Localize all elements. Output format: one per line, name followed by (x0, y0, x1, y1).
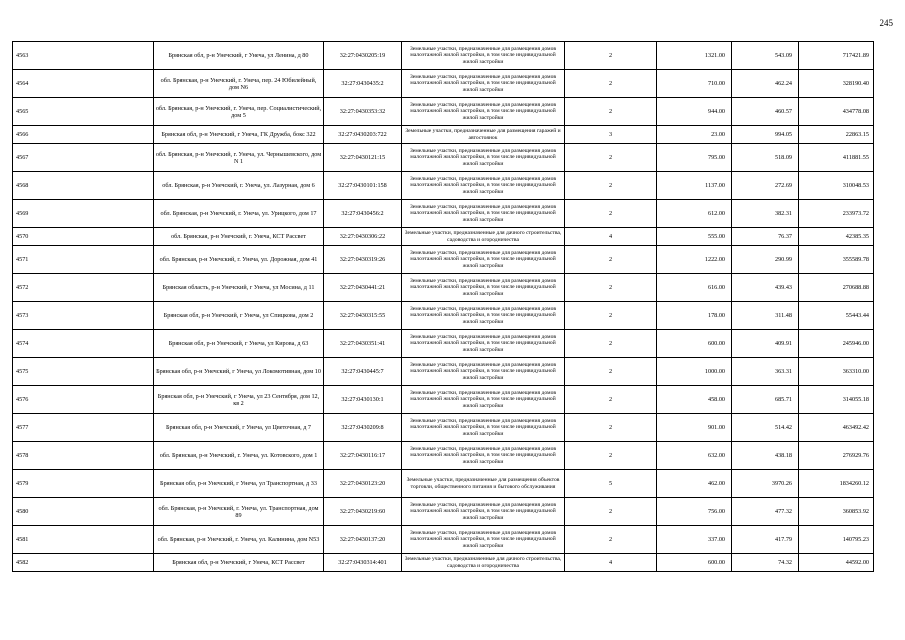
use-group-cell: 2 (565, 330, 657, 358)
row-number-cell: 4568 (13, 172, 154, 200)
table-row (13, 42, 874, 70)
area-cell: 337.00 (657, 526, 732, 554)
cadastral-number-cell: 32:27:0430121:15 (324, 144, 402, 172)
address-cell: обл. Брянская, р-н Унечский, г. Унеча, ул. Котовского, дом 1 (154, 442, 324, 470)
table-row (13, 70, 874, 98)
specific-value-cell: 76.37 (732, 228, 799, 246)
land-use-cell: Земельные участки, предназначенные для размещения гаражей и автостоянок (402, 126, 565, 144)
cadastral-number-cell: 32:27:0430351:41 (324, 330, 402, 358)
use-group-cell: 3 (565, 126, 657, 144)
land-use-cell: Земельные участки, предназначенные для дачного строительства, садоводства и огородничества (402, 554, 565, 572)
land-use-cell: Земельные участки, предназначенные для размещения домов малоэтажной жилой застройки, в том числе индивидуальной жилой застройки (402, 98, 565, 126)
use-group-cell: 2 (565, 302, 657, 330)
table-row (13, 172, 874, 200)
cadastral-value-cell: 276929.76 (799, 442, 874, 470)
table-row (13, 470, 874, 498)
specific-value-cell: 272.69 (732, 172, 799, 200)
area-cell: 710.00 (657, 70, 732, 98)
cadastral-number-cell: 32:27:0430445:7 (324, 358, 402, 386)
use-group-cell: 4 (565, 228, 657, 246)
cadastral-value-cell: 363310.00 (799, 358, 874, 386)
area-cell: 944.00 (657, 98, 732, 126)
row-number-cell: 4577 (13, 414, 154, 442)
row-number-cell: 4567 (13, 144, 154, 172)
specific-value-cell: 994.05 (732, 126, 799, 144)
land-use-cell: Земельные участки, предназначенные для размещения домов малоэтажной жилой застройки, в том числе индивидуальной жилой застройки (402, 442, 565, 470)
use-group-cell: 2 (565, 144, 657, 172)
cadastral-number-cell: 32:27:0430123:20 (324, 470, 402, 498)
cadastral-value-cell: 245946.00 (799, 330, 874, 358)
table-row (13, 442, 874, 470)
row-number-cell: 4580 (13, 498, 154, 526)
land-use-cell: Земельные участки, предназначенные для размещения домов малоэтажной жилой застройки, в том числе индивидуальной жилой застройки (402, 200, 565, 228)
use-group-cell: 2 (565, 358, 657, 386)
use-group-cell: 2 (565, 498, 657, 526)
specific-value-cell: 518.09 (732, 144, 799, 172)
cadastral-number-cell: 32:27:0430203:722 (324, 126, 402, 144)
row-number-cell: 4572 (13, 274, 154, 302)
address-cell: обл. Брянская, р-н Унечский, г. Унеча, пер. 24 Юбилейный, дом N6 (154, 70, 324, 98)
specific-value-cell: 477.32 (732, 498, 799, 526)
area-cell: 1000.00 (657, 358, 732, 386)
cadastral-value-cell: 717421.89 (799, 42, 874, 70)
table-row (13, 526, 874, 554)
table-row (13, 554, 874, 572)
table-row (13, 144, 874, 172)
row-number-cell: 4575 (13, 358, 154, 386)
cadastral-number-cell: 32:27:0430319:26 (324, 246, 402, 274)
cadastral-value-cell: 270688.88 (799, 274, 874, 302)
address-cell: Брянская обл, р-н Унечский, г Унеча, КСТ Рассвет (154, 554, 324, 572)
row-number-cell: 4570 (13, 228, 154, 246)
table-row (13, 200, 874, 228)
area-cell: 1321.00 (657, 42, 732, 70)
use-group-cell: 2 (565, 70, 657, 98)
row-number-cell: 4579 (13, 470, 154, 498)
specific-value-cell: 290.99 (732, 246, 799, 274)
cadastral-number-cell: 32:27:0430116:17 (324, 442, 402, 470)
specific-value-cell: 382.31 (732, 200, 799, 228)
use-group-cell: 2 (565, 98, 657, 126)
page-number: 245 (879, 18, 893, 28)
address-cell: обл. Брянская, р-н Унечский, г. Унеча, ул. Дорожная, дом 41 (154, 246, 324, 274)
area-cell: 600.00 (657, 554, 732, 572)
land-use-cell: Земельные участки, предназначенные для размещения домов малоэтажной жилой застройки, в том числе индивидуальной жилой застройки (402, 358, 565, 386)
cadastral-number-cell: 32:27:0430205:19 (324, 42, 402, 70)
table-row (13, 302, 874, 330)
cadastral-value-cell: 411881.55 (799, 144, 874, 172)
cadastral-number-cell: 32:27:0430314:401 (324, 554, 402, 572)
row-number-cell: 4569 (13, 200, 154, 228)
cadastral-number-cell: 32:27:0430209:8 (324, 414, 402, 442)
cadastral-value-cell: 310048.53 (799, 172, 874, 200)
row-number-cell: 4563 (13, 42, 154, 70)
cadastral-number-cell: 32:27:0430441:21 (324, 274, 402, 302)
cadastral-number-cell: 32:27:0430101:158 (324, 172, 402, 200)
area-cell: 458.00 (657, 386, 732, 414)
area-cell: 901.00 (657, 414, 732, 442)
cadastral-number-cell: 32:27:0430137:20 (324, 526, 402, 554)
row-number-cell: 4578 (13, 442, 154, 470)
address-cell: Брянская обл, р-н Унечский, г Унеча, ул Локомотивная, дом 10 (154, 358, 324, 386)
row-number-cell: 4573 (13, 302, 154, 330)
use-group-cell: 4 (565, 554, 657, 572)
cadastral-number-cell: 32:27:0430456:2 (324, 200, 402, 228)
address-cell: Брянская обл, р-н Унечский, г Унеча, ул Транспортная, д 33 (154, 470, 324, 498)
land-use-cell: Земельные участки, предназначенные для размещения домов малоэтажной жилой застройки, в том числе индивидуальной жилой застройки (402, 498, 565, 526)
table-row (13, 98, 874, 126)
area-cell: 23.00 (657, 126, 732, 144)
use-group-cell: 2 (565, 414, 657, 442)
table-row (13, 414, 874, 442)
cadastral-value-cell: 44592.00 (799, 554, 874, 572)
row-number-cell: 4574 (13, 330, 154, 358)
specific-value-cell: 460.57 (732, 98, 799, 126)
use-group-cell: 2 (565, 246, 657, 274)
specific-value-cell: 685.71 (732, 386, 799, 414)
land-use-cell: Земельные участки, предназначенные для размещения домов малоэтажной жилой застройки, в том числе индивидуальной жилой застройки (402, 302, 565, 330)
address-cell: обл. Брянская, р-н Унечский, г. Унеча, ул. Урицкого, дом 17 (154, 200, 324, 228)
address-cell: Брянская обл, р-н Унечский, г Унеча, ул Спицкова, дом 2 (154, 302, 324, 330)
specific-value-cell: 462.24 (732, 70, 799, 98)
table-row (13, 498, 874, 526)
cadastral-number-cell: 32:27:0430353:32 (324, 98, 402, 126)
area-cell: 612.00 (657, 200, 732, 228)
cadastral-value-cell: 55443.44 (799, 302, 874, 330)
address-cell: обл. Брянская, р-н Унечский, г. Унеча, ул. Чернышевского, дом N 1 (154, 144, 324, 172)
specific-value-cell: 363.31 (732, 358, 799, 386)
cadastral-value-cell: 314055.18 (799, 386, 874, 414)
table-row (13, 228, 874, 246)
cadastral-value-cell: 328190.40 (799, 70, 874, 98)
cadastral-value-cell: 1834260.12 (799, 470, 874, 498)
row-number-cell: 4564 (13, 70, 154, 98)
address-cell: Брянская обл, р-н Унечский, г Унеча, ул 23 Сентября, дом 12, кв 2 (154, 386, 324, 414)
address-cell: Брянская обл, р-н Унечский, г Унеча, ГК Дружба, бокс 322 (154, 126, 324, 144)
cadastral-value-table (12, 41, 874, 572)
land-use-cell: Земельные участки, предназначенные для размещения домов малоэтажной жилой застройки, в том числе индивидуальной жилой застройки (402, 274, 565, 302)
land-use-cell: Земельные участки, предназначенные для размещения домов малоэтажной жилой застройки, в том числе индивидуальной жилой застройки (402, 172, 565, 200)
table-row (13, 274, 874, 302)
specific-value-cell: 74.32 (732, 554, 799, 572)
use-group-cell: 5 (565, 470, 657, 498)
specific-value-cell: 438.18 (732, 442, 799, 470)
address-cell: обл. Брянская, р-н Унечский, г. Унеча, ул. Лазурная, дом 6 (154, 172, 324, 200)
area-cell: 795.00 (657, 144, 732, 172)
address-cell: Брянская обл, р-н Унечский, г Унеча, ул Цветочная, д 7 (154, 414, 324, 442)
table-row (13, 330, 874, 358)
area-cell: 555.00 (657, 228, 732, 246)
address-cell: обл. Брянская, р-н Унечский, г. Унеча, пер. Социалистический, дом 5 (154, 98, 324, 126)
row-number-cell: 4582 (13, 554, 154, 572)
cadastral-value-cell: 355589.78 (799, 246, 874, 274)
row-number-cell: 4565 (13, 98, 154, 126)
area-cell: 616.00 (657, 274, 732, 302)
land-use-cell: Земельные участки, предназначенные для размещения домов малоэтажной жилой застройки, в том числе индивидуальной жилой застройки (402, 70, 565, 98)
table-row (13, 386, 874, 414)
area-cell: 462.00 (657, 470, 732, 498)
table-row (13, 358, 874, 386)
row-number-cell: 4571 (13, 246, 154, 274)
cadastral-value-cell: 42385.35 (799, 228, 874, 246)
land-use-cell: Земельные участки, предназначенные для размещения объектов торговли, общественного питания и бытового обслуживания (402, 470, 565, 498)
row-number-cell: 4566 (13, 126, 154, 144)
table-body (13, 42, 874, 572)
area-cell: 756.00 (657, 498, 732, 526)
specific-value-cell: 409.91 (732, 330, 799, 358)
land-use-cell: Земельные участки, предназначенные для размещения домов малоэтажной жилой застройки, в том числе индивидуальной жилой застройки (402, 526, 565, 554)
area-cell: 1137.00 (657, 172, 732, 200)
land-use-cell: Земельные участки, предназначенные для дачного строительства, садоводства и огородничества (402, 228, 565, 246)
cadastral-value-cell: 140795.23 (799, 526, 874, 554)
address-cell: обл. Брянская, р-н Унечский, г. Унеча, ул. Транспортная, дом 89 (154, 498, 324, 526)
use-group-cell: 2 (565, 42, 657, 70)
cadastral-number-cell: 32:27:0430435:2 (324, 70, 402, 98)
cadastral-number-cell: 32:27:0430130:1 (324, 386, 402, 414)
use-group-cell: 2 (565, 274, 657, 302)
cadastral-number-cell: 32:27:0430219:60 (324, 498, 402, 526)
specific-value-cell: 3970.26 (732, 470, 799, 498)
address-cell: Брянская область, р-н Унечский, г Унеча, ул Мосина, д 11 (154, 274, 324, 302)
cadastral-value-cell: 233973.72 (799, 200, 874, 228)
land-use-cell: Земельные участки, предназначенные для размещения домов малоэтажной жилой застройки, в том числе индивидуальной жилой застройки (402, 330, 565, 358)
area-cell: 1222.00 (657, 246, 732, 274)
address-cell: Брянская обл, р-н Унечский, г Унеча, ул Кирова, д 63 (154, 330, 324, 358)
address-cell: Брянская обл, р-н Унечский, г Унеча, ул Ленина, д 80 (154, 42, 324, 70)
cadastral-value-cell: 360853.92 (799, 498, 874, 526)
area-cell: 600.00 (657, 330, 732, 358)
area-cell: 632.00 (657, 442, 732, 470)
land-use-cell: Земельные участки, предназначенные для размещения домов малоэтажной жилой застройки, в том числе индивидуальной жилой застройки (402, 246, 565, 274)
specific-value-cell: 439.43 (732, 274, 799, 302)
use-group-cell: 2 (565, 200, 657, 228)
specific-value-cell: 543.09 (732, 42, 799, 70)
row-number-cell: 4576 (13, 386, 154, 414)
cadastral-value-cell: 463492.42 (799, 414, 874, 442)
land-use-cell: Земельные участки, предназначенные для размещения домов малоэтажной жилой застройки, в том числе индивидуальной жилой застройки (402, 144, 565, 172)
row-number-cell: 4581 (13, 526, 154, 554)
specific-value-cell: 311.48 (732, 302, 799, 330)
specific-value-cell: 514.42 (732, 414, 799, 442)
use-group-cell: 2 (565, 526, 657, 554)
address-cell: обл. Брянская, р-н Унечский, г. Унеча, ул. Калинина, дом N53 (154, 526, 324, 554)
table-row (13, 246, 874, 274)
land-use-cell: Земельные участки, предназначенные для размещения домов малоэтажной жилой застройки, в том числе индивидуальной жилой застройки (402, 386, 565, 414)
area-cell: 178.00 (657, 302, 732, 330)
use-group-cell: 2 (565, 386, 657, 414)
cadastral-number-cell: 32:27:0430315:55 (324, 302, 402, 330)
address-cell: обл. Брянская, р-н Унечский, г. Унеча, КСТ Рассвет (154, 228, 324, 246)
cadastral-value-cell: 434778.08 (799, 98, 874, 126)
use-group-cell: 2 (565, 442, 657, 470)
cadastral-number-cell: 32:27:0430306:22 (324, 228, 402, 246)
land-use-cell: Земельные участки, предназначенные для размещения домов малоэтажной жилой застройки, в том числе индивидуальной жилой застройки (402, 42, 565, 70)
table-row (13, 126, 874, 144)
specific-value-cell: 417.79 (732, 526, 799, 554)
land-use-cell: Земельные участки, предназначенные для размещения домов малоэтажной жилой застройки, в том числе индивидуальной жилой застройки (402, 414, 565, 442)
use-group-cell: 2 (565, 172, 657, 200)
cadastral-value-cell: 22863.15 (799, 126, 874, 144)
